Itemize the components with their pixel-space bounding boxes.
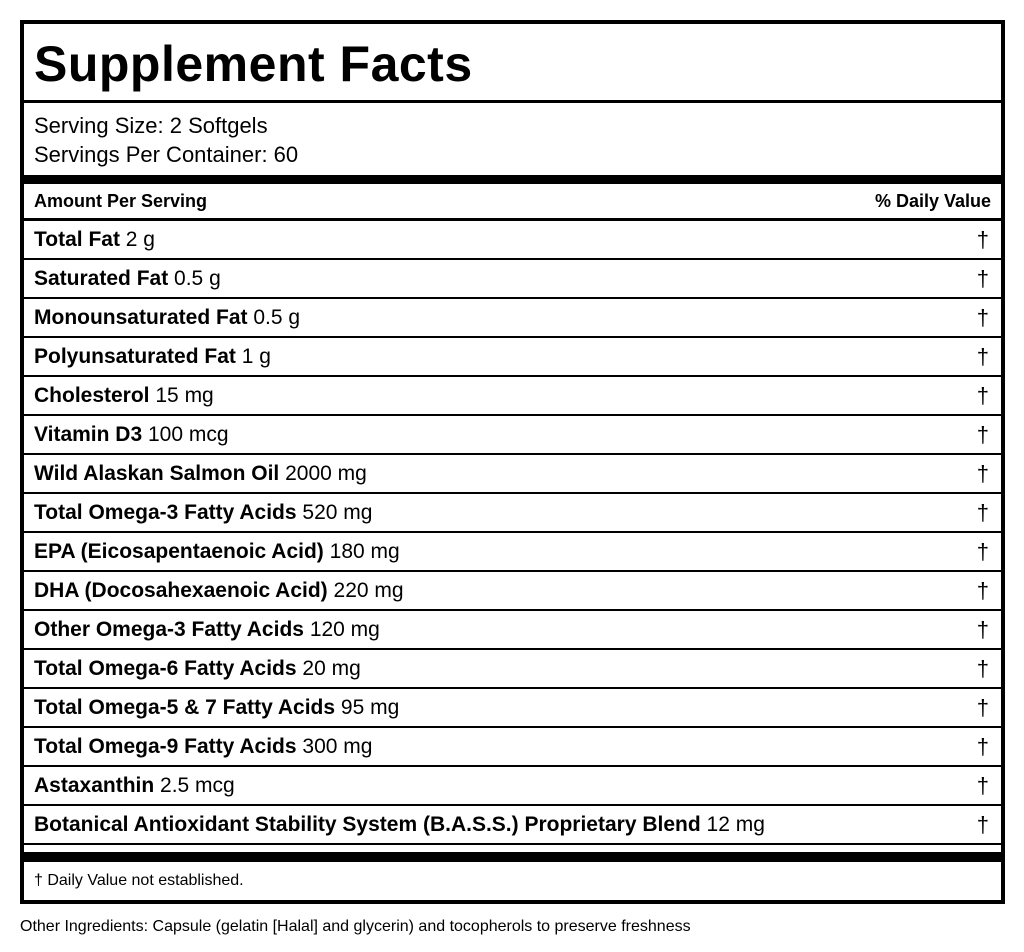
panel-title: Supplement Facts xyxy=(34,36,473,92)
nutrient-row xyxy=(24,455,1001,494)
nutrient-list xyxy=(24,218,1001,845)
nutrient-amount: 220 mg xyxy=(333,578,404,602)
nutrient-amount: 12 mg xyxy=(706,812,765,836)
nutrient-amount: 180 mg xyxy=(329,539,400,563)
nutrient-daily-value: † xyxy=(976,421,989,447)
nutrient-name: Vitamin D3 xyxy=(34,422,143,446)
nutrient-row xyxy=(24,650,1001,689)
nutrient-name: Botanical Antioxidant Stability System (B.A.S.S.) Proprietary Blend xyxy=(34,812,701,836)
nutrient-row xyxy=(24,299,1001,338)
nutrient-daily-value: † xyxy=(976,460,989,486)
nutrient-amount: 120 mg xyxy=(309,617,380,641)
nutrient-row xyxy=(24,611,1001,650)
nutrient-row xyxy=(24,416,1001,455)
serving-info xyxy=(24,103,1001,175)
nutrient-row xyxy=(24,533,1001,572)
nutrient-amount: 2000 mg xyxy=(285,461,367,485)
nutrient-name: Cholesterol xyxy=(34,383,150,407)
nutrient-amount: 2 g xyxy=(125,227,155,251)
nutrient-row xyxy=(24,728,1001,767)
nutrient-amount: 520 mg xyxy=(302,500,373,524)
nutrient-daily-value: † xyxy=(976,772,989,798)
serving-size: Serving Size: 2 Softgels xyxy=(34,113,268,138)
nutrient-name: Other Omega-3 Fatty Acids xyxy=(34,617,304,641)
nutrient-daily-value: † xyxy=(976,655,989,681)
nutrient-name: Total Fat xyxy=(34,227,120,251)
nutrient-daily-value: † xyxy=(976,733,989,759)
nutrient-amount: 2.5 mcg xyxy=(160,773,235,797)
nutrient-row xyxy=(24,494,1001,533)
nutrient-row xyxy=(24,767,1001,806)
nutrient-name: EPA (Eicosapentaenoic Acid) xyxy=(34,539,324,563)
footnote: † Daily Value not established. xyxy=(34,872,244,889)
daily-value-label: % Daily Value xyxy=(874,190,991,211)
amount-per-serving-label: Amount Per Serving xyxy=(34,190,208,211)
nutrient-daily-value: † xyxy=(976,694,989,720)
nutrient-name: Polyunsaturated Fat xyxy=(34,344,236,368)
nutrient-row xyxy=(24,260,1001,299)
nutrient-row xyxy=(24,572,1001,611)
nutrient-amount: 100 mcg xyxy=(148,422,229,446)
nutrient-daily-value: † xyxy=(976,538,989,564)
nutrient-name: Saturated Fat xyxy=(34,266,169,290)
nutrient-row xyxy=(24,806,1001,845)
nutrient-daily-value: † xyxy=(976,577,989,603)
nutrient-name: Wild Alaskan Salmon Oil xyxy=(34,461,280,485)
nutrient-name: Astaxanthin xyxy=(34,773,155,797)
nutrient-name: DHA (Docosahexaenoic Acid) xyxy=(34,578,328,602)
nutrient-amount: 1 g xyxy=(241,344,271,368)
nutrient-amount: 15 mg xyxy=(155,383,214,407)
nutrient-daily-value: † xyxy=(976,265,989,291)
nutrient-name: Total Omega-3 Fatty Acids xyxy=(34,500,297,524)
nutrient-daily-value: † xyxy=(976,499,989,525)
nutrient-row xyxy=(24,689,1001,728)
serving-divider xyxy=(24,175,1001,184)
nutrient-daily-value: † xyxy=(976,382,989,408)
nutrient-row xyxy=(24,221,1001,260)
nutrient-name: Total Omega-6 Fatty Acids xyxy=(34,656,297,680)
nutrient-amount: 0.5 g xyxy=(253,305,301,329)
servings-per-container: Servings Per Container: 60 xyxy=(34,142,299,167)
nutrient-daily-value: † xyxy=(976,343,989,369)
nutrient-name: Monounsaturated Fat xyxy=(34,305,248,329)
footnote-divider xyxy=(24,852,1001,862)
other-ingredients: Other Ingredients: Capsule (gelatin [Halal] and glycerin) and tocopherols to preserve freshness xyxy=(20,918,691,935)
nutrient-name: Total Omega-9 Fatty Acids xyxy=(34,734,297,758)
nutrient-row xyxy=(24,377,1001,416)
nutrient-daily-value: † xyxy=(976,616,989,642)
supplement-facts-panel xyxy=(20,20,1005,904)
nutrient-amount: 300 mg xyxy=(302,734,373,758)
nutrient-amount: 20 mg xyxy=(302,656,361,680)
nutrient-amount: 0.5 g xyxy=(174,266,221,290)
nutrient-row xyxy=(24,338,1001,377)
column-header xyxy=(24,184,1001,218)
nutrient-name: Total Omega-5 & 7 Fatty Acids xyxy=(34,695,336,719)
list-spacer xyxy=(24,845,1001,852)
nutrient-daily-value: † xyxy=(976,226,989,252)
nutrient-amount: 95 mg xyxy=(340,695,400,719)
nutrient-daily-value: † xyxy=(976,811,989,837)
nutrient-daily-value: † xyxy=(976,304,989,330)
